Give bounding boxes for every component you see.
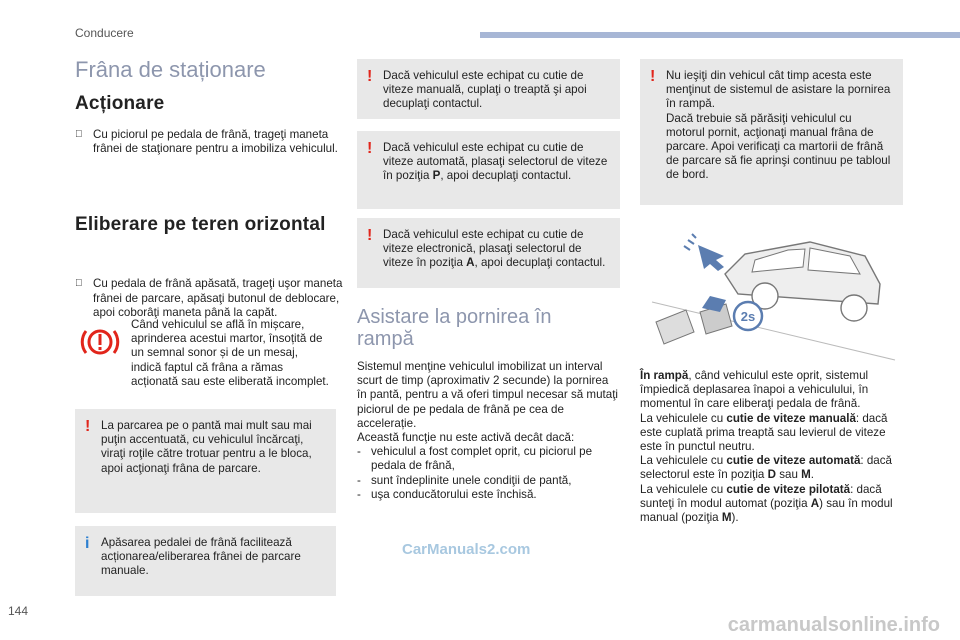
automatic-gearbox-warning-box [357, 131, 620, 209]
detail-paragraph-piloted: La vehiculele cu cutie de viteze pilotată: dacă sunteţi în modul automat (poziţia A) sau în modul manual (poziţia M). [640, 482, 893, 525]
warning-icon: ! [85, 418, 91, 435]
hill-start-details [640, 369, 904, 525]
eliberare-text: Cu pedala de frână apăsată, trageţi uşor maneta frânei de parcare, apăsaţi butonul de deblocare, apoi coborâţi maneta până la capăt. [93, 277, 343, 319]
hill-start-paragraph: Sistemul menţine vehiculul imobilizat un interval scurt de timp (aproximativ 2 secunde) la pornirea în pantă, pentru a vă oferi timpul necesar să mutaţi piciorul de pe pedala de frână pe cea de accelerație. [357, 360, 619, 430]
warning-text: Dacă vehiculul este echipat cu cutie de viteze manuală, cuplaţi o treaptă şi apoi decuplaţi contactul. [383, 69, 587, 111]
hill-start-illustration [640, 212, 903, 362]
warning-icon: ! [367, 140, 373, 157]
warning-text: Nu ieşiţi din vehicul cât timp acesta este menţinut de sistemul de asistare la pornirea în rampă. Dacă trebuie să părăsiţi vehiculul cu motorul pornit, acţionaţi manual frâna de parcare. Apoi verificaţi ca martorii de frână de parcare să fie aprinşi continuu pe tabloul de bord. [666, 69, 891, 182]
info-icon: i [85, 535, 90, 552]
actionare-step [75, 128, 353, 156]
heading-actionare: Acționare [75, 93, 165, 114]
warning-text: Dacă vehiculul este echipat cu cutie de viteze automată, plasaţi selectorul de viteze în poziţia P, apoi decuplaţi contactul. [383, 141, 608, 183]
section-title-hill-start: Asistare la pornirea în rampă [357, 306, 552, 350]
heading-eliberare: Eliberare pe teren orizontal [75, 214, 326, 235]
brake-warning-icon [80, 322, 120, 362]
alert-text: Când vehiculul se află în mișcare, aprinderea acestui martor, însoțită de un semnal sonor și de un mesaj, indică faptul că frâna a rămas acționată sau este eliberată incomplet. [131, 318, 329, 388]
warning-icon: ! [367, 68, 373, 85]
condition-item: - sunt îndeplinite unele condiţii de pantă, [357, 473, 572, 487]
hill-start-description [357, 360, 619, 502]
hill-start-warning-box [640, 59, 903, 205]
timer-label: 2s [740, 309, 756, 324]
detail-paragraph-automatic: La vehiculele cu cutie de viteze automată: dacă selectorul este în poziţia D sau M. [640, 454, 892, 482]
parking-slope-warning-box [75, 409, 336, 513]
page-number: 144 [8, 604, 29, 618]
info-box [75, 526, 336, 596]
watermark: CarManuals2.com [402, 541, 531, 558]
manual-gearbox-warning-box [357, 59, 620, 119]
warning-text: La parcarea pe o pantă mai mult sau mai puţin accentuată, cu vehiculul încărcaţi, viraţi roţile către trotuar pentru a le bloca, apoi acţionaţi frâna de parcare. [101, 419, 312, 475]
conditions-intro: Această funcţie nu este activă decât dacă: [357, 431, 575, 445]
detail-paragraph-slope: În rampă, când vehiculul este oprit, sistemul împiedică deplasarea înapoi a vehiculului, în momentul în care eliberaţi pedala de frână. [640, 369, 869, 411]
warning-text: Dacă vehiculul este echipat cu cutie de viteze electronică, plasaţi selectorul de viteze în poziţia A, apoi decuplaţi contactul. [383, 228, 606, 270]
page-title: Frâna de staționare [75, 57, 266, 82]
section-label: Conducere [75, 26, 134, 40]
info-text: Apăsarea pedalei de frână facilitează acționarea/eliberarea frânei de parcare manuale. [101, 536, 301, 578]
warning-icon: ! [367, 227, 373, 244]
footer-url: carmanualsonline.info [727, 614, 940, 636]
eliberare-step [75, 277, 353, 320]
bullet-icon [75, 277, 83, 291]
header-bar [480, 32, 960, 38]
warning-icon: ! [650, 68, 656, 85]
bullet-icon [75, 128, 83, 142]
detail-paragraph-manual: La vehiculele cu cutie de viteze manuală: dacă este cuplată prima treaptă sau levierul de viteze este în punctul neutru. [640, 411, 888, 454]
actionare-text: Cu piciorul pe pedala de frână, trageţi maneta frânei de staţionare pentru a imobiliza vehiculul. [93, 128, 338, 156]
condition-item: - uşa conducătorului este închisă. [357, 487, 537, 501]
condition-item: - vehiculul a fost complet oprit, cu piciorul pe pedala de frână, [357, 445, 593, 473]
electronic-gearbox-warning-box [357, 218, 620, 288]
